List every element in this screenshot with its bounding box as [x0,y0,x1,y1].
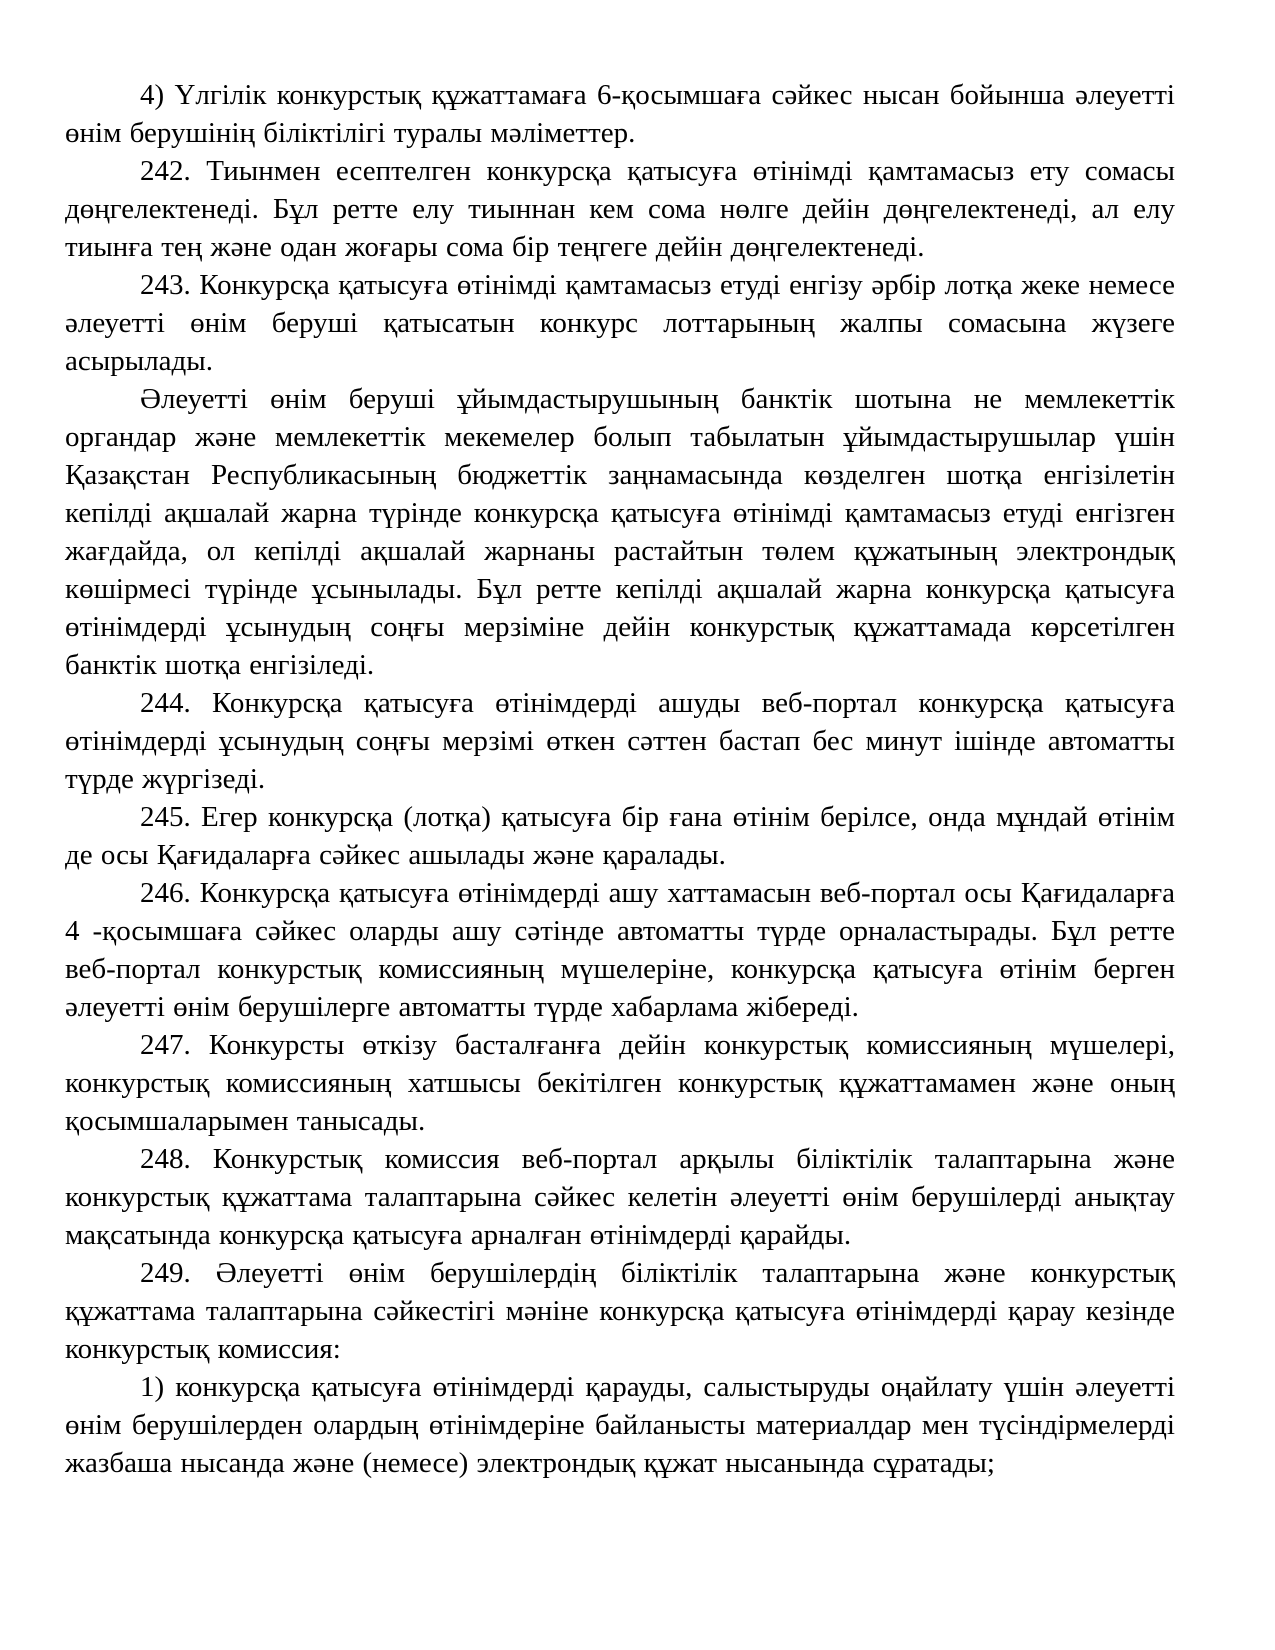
paragraph-244: 244. Конкурсқа қатысуға өтінімдерді ашуды веб-портал конкурсқа қатысуға өтінімдерді ұсынудың соңғы мерзімі өткен сәттен бастап бес минут ішінде автоматты түрде жүргізеді. [65,687,1175,795]
paragraph-246: 246. Конкурсқа қатысуға өтінімдерді ашу хаттамасын веб-портал осы Қағидаларға 4 -қосымшаға сәйкес оларды ашу сәтінде автоматты түрде орналастырады. Бұл ретте веб-портал конкурстық комиссияның мүшелеріне, конкурсқа қатысуға өтінім берген әлеуетті өнім берушілерге автоматты түрде хабарлама жібереді. [65,877,1175,1023]
paragraph-249: 249. Әлеуетті өнім берушілердің біліктілік талаптарына және конкурстық құжаттама талаптарына сәйкестігі мәніне конкурсқа қатысуға өтінімдерді қарау кезінде конкурстық комиссия: [65,1257,1175,1365]
paragraph-243: 243. Конкурсқа қатысуға өтінімді қамтамасыз етуді енгізу әрбір лотқа жеке немесе әлеуетті өнім беруші қатысатын конкурс лоттарының жалпы сомасына жүзеге асырылады. [65,269,1175,377]
document-body [65,76,1175,1482]
paragraph-subitem-4: 4) Үлгілік конкурстық құжаттамаға 6-қосымшаға сәйкес нысан бойынша әлеуетті өнім берушінің біліктілігі туралы мәліметтер. [65,79,1175,149]
paragraph-248: 248. Конкурстық комиссия веб-портал арқылы біліктілік талаптарына және конкурстық құжаттама талаптарына сәйкес келетін әлеуетті өнім берушілерді анықтау мақсатында конкурсқа қатысуға арналған өтінімдерді қарайды. [65,1143,1175,1251]
paragraph-245: 245. Егер конкурсқа (лотқа) қатысуға бір ғана өтінім берілсе, онда мұндай өтінім де осы Қағидаларға сәйкес ашылады және қаралады. [65,801,1175,871]
paragraph-243-continuation: Әлеуетті өнім беруші ұйымдастырушының банктік шотына не мемлекеттік органдар және мемлекеттік мекемелер болып табылатын ұйымдастырушылар үшін Қазақстан Республикасының бюджеттік заңнамасында көзделген шотқа енгізілетін кепілді ақшалай жарна түрінде конкурсқа қатысуға өтінімді қамтамасыз етуді енгізген жағдайда, ол кепілді ақшалай жарнаны растайтын төлем құжатының электрондық көшірмесі түрінде ұсынылады. Бұл ретте кепілді ақшалай жарна конкурсқа қатысуға өтінімдерді ұсынудың соңғы мерзіміне дейін конкурстық құжаттамада көрсетілген банктік шотқа енгізіледі. [65,383,1175,681]
paragraph-247: 247. Конкурсты өткізу басталғанға дейін конкурстық комиссияның мүшелері, конкурстық комиссияның хатшысы бекітілген конкурстық құжаттамамен және оның қосымшаларымен танысады. [65,1029,1175,1137]
paragraph-242: 242. Тиынмен есептелген конкурсқа қатысуға өтінімді қамтамасыз ету сомасы дөңгелектенеді. Бұл ретте елу тиыннан кем сома нөлге дейін дөңгелектенеді, ал елу тиынға тең және одан жоғары сома бір теңгеге дейін дөңгелектенеді. [65,155,1175,263]
paragraph-subitem-1: 1) конкурсқа қатысуға өтінімдерді қарауды, салыстыруды оңайлату үшін әлеуетті өнім берушілерден олардың өтінімдеріне байланысты материалдар мен түсіндірмелерді жазбаша нысанда және (немесе) электрондық құжат нысанында сұратады; [65,1371,1175,1479]
